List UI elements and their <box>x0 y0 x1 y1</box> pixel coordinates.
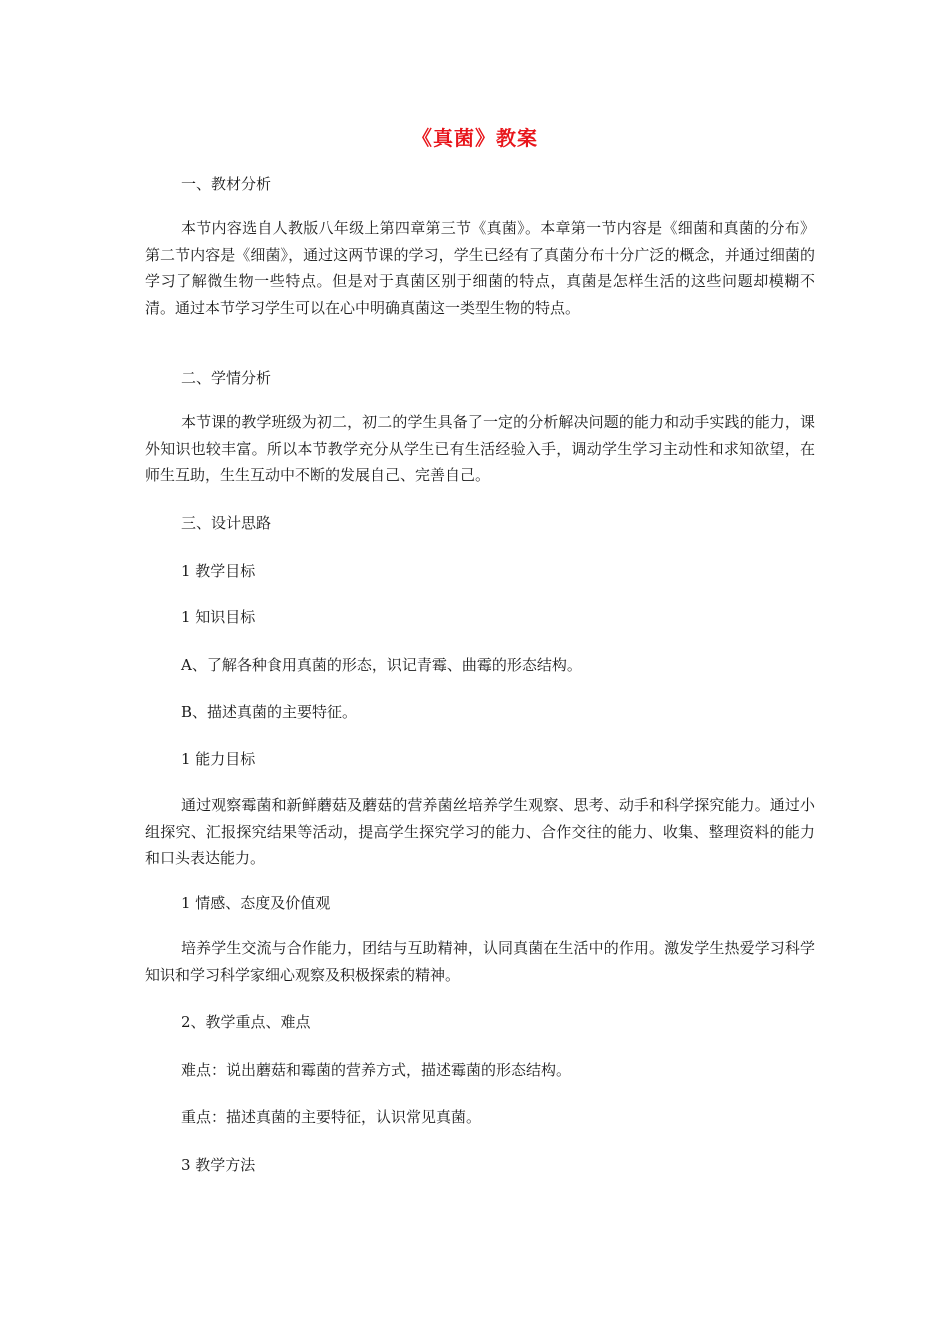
paragraph-student-analysis: 本节课的教学班级为初二，初二的学生具备了一定的分析解决问题的能力和动手实践的能力，课外知识也较丰富。所以本节教学充分从学生已有生活经验入手，调动学生学习主动性和求知欲望，在师生互助，生生互动中不断的发展自己、完善自己。 <box>145 413 815 484</box>
keypoint-text: 重点：描述真菌的主要特征，认识常见真菌。 <box>181 1108 482 1126</box>
paragraph-ability-goals: 通过观察霉菌和新鲜蘑菇及蘑菇的营养菌丝培养学生观察、思考、动手和科学探究能力。通过小组探究、汇报探究结果等活动，提高学生探究学习的能力、合作交往的能力、收集、整理资料的能力和口头表达能力。 <box>145 796 815 867</box>
subheading-emotion-goals: 1 情感、态度及价值观 <box>181 894 331 912</box>
section-heading-student-analysis: 二、学情分析 <box>181 369 272 387</box>
section-heading-design: 三、设计思路 <box>181 514 272 532</box>
subheading-ability-goals: 1 能力目标 <box>181 750 256 768</box>
knowledge-item-b: B、描述真菌的主要特征。 <box>181 703 358 721</box>
paragraph-textbook-analysis: 本节内容选自人教版八年级上第四章第三节《真菌》。本章第一节内容是《细菌和真菌的分布》第二节内容是《细菌》，通过这两节课的学习，学生已经有了真菌分布十分广泛的概念，并通过细菌的学习了解微生物一些特点。但是对于真菌区别于细菌的特点，真菌是怎样生活的这些问题却模糊不清。通过本节学习学生可以在心中明确真菌这一类型生物的特点。 <box>145 219 815 317</box>
paragraph-emotion-goals: 培养学生交流与合作能力，团结与互助精神，认同真菌在生活中的作用。激发学生热爱学习科学知识和学习科学家细心观察及积极探索的精神。 <box>145 939 815 984</box>
subheading-teaching-method: 3 教学方法 <box>181 1156 256 1174</box>
difficulty-text: 难点：说出蘑菇和霉菌的营养方式，描述霉菌的形态结构。 <box>181 1061 572 1079</box>
subheading-knowledge-goals: 1 知识目标 <box>181 608 256 626</box>
document-title: 《真菌》教案 <box>412 126 538 150</box>
section-heading-textbook-analysis: 一、教材分析 <box>181 175 272 193</box>
subheading-teaching-goals: 1 教学目标 <box>181 562 256 580</box>
subheading-focus-difficulty: 2、教学重点、难点 <box>181 1013 311 1031</box>
knowledge-item-a: A、了解各种食用真菌的形态，识记青霉、曲霉的形态结构。 <box>181 656 582 674</box>
